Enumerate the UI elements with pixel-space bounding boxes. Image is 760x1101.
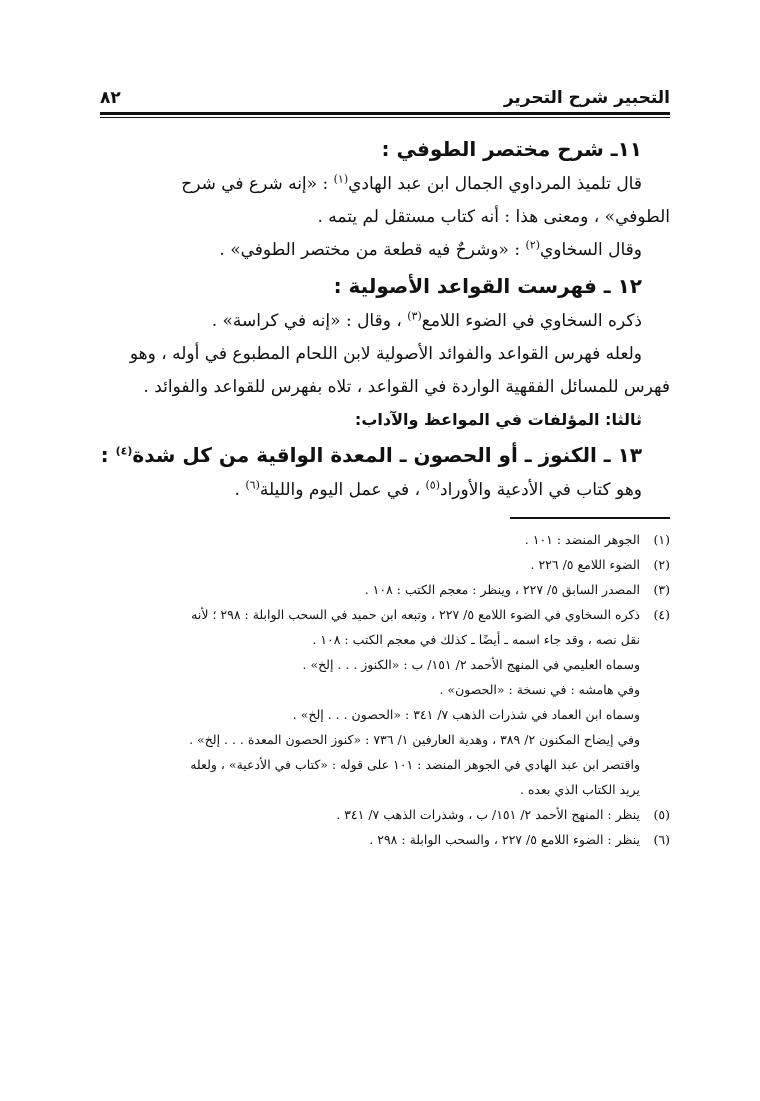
footnote-marker: (٤) [115, 444, 133, 458]
main-text [100, 130, 670, 507]
footnote-4-line-6: وفي إيضاح المكنون ٢/ ٣٨٩ ، وهدية العارفين ١/ ٧٣٦ : «كنوز الحصون المعدة . . . إلخ» . [189, 732, 640, 747]
footnote-4-line-4: وفي هامشه : في نسخة : «الحصون» . [439, 682, 640, 697]
footnote-text: الجوهر المنضد : ١٠١ . [524, 532, 640, 547]
footnote-text: ذكره السخاوي في الضوء اللامع ٥/ ٢٢٧ ، وتبعه ابن حميد في السحب الوابلة : ٢٩٨ ؛ لأنه [191, 607, 640, 622]
header-rule-thick [100, 112, 670, 115]
heading-11: ١١ـ شرح مختصر الطوفي : [381, 137, 642, 161]
paragraph-1 [100, 168, 670, 234]
footnote-number: (٥) [653, 807, 670, 822]
paragraph-2: وقال السخاوي$^{(٢)}$ : «وشرحٌ فيه قطعة من مختصر الطوفي» . [219, 238, 642, 260]
footnote-marker: (٣) [407, 309, 422, 323]
footnote-4-line-8: يريد الكتاب الذي بعده . [519, 782, 640, 797]
header-rule-thin [100, 117, 670, 118]
book-page [100, 80, 670, 852]
footnote-5 [100, 802, 670, 827]
paragraph-1-line-2: الطوفي» ، ومعنى هذا : أنه كتاب مستقل لم يتمه . [317, 207, 670, 227]
footnote-marker: (١) [333, 172, 349, 186]
footnote-4-line-5: وسماه ابن العماد في شذرات الذهب ٧/ ٣٤١ : «الحصون . . . إلخ» . [292, 707, 640, 722]
footnote-marker: (٥) [425, 478, 440, 492]
heading-12: ١٢ ـ فهرست القواعد الأصولية : [333, 274, 642, 298]
paragraph-4 [100, 338, 670, 404]
footnote-text: ينظر : الضوء اللامع ٥/ ٢٢٧ ، والسحب الوابلة : ٢٩٨ . [369, 832, 640, 847]
footnote-marker: (٦) [245, 478, 260, 492]
footnote-number: (٤) [653, 607, 670, 622]
running-title: التحبير شرح التحرير [503, 88, 670, 108]
heading-13: ١٣ ـ الكنوز ـ أو الحصون ـ المعدة الواقية من كل شدة$^{(٤)}$ : [100, 443, 642, 467]
paragraph-4-line-2: فهرس للمسائل الفقهية الواردة في القواعد ، تلاه بفهرس للقواعد والفوائد . [143, 377, 670, 397]
footnote-text: الضوء اللامع ٥/ ٢٢٦ . [530, 557, 640, 572]
paragraph-1-line-1: قال تلميذ المرداوي الجمال ابن عبد الهادي$^{(١)}$ : «إنه شرع في شرح [181, 172, 642, 194]
section-heading-3: ثالثا: المؤلفات في المواعظ والآداب: [354, 410, 642, 429]
footnote-2 [100, 552, 670, 577]
page-number: ٨٢ [100, 88, 121, 108]
paragraph-4-line-1: ولعله فهرس القواعد والفوائد الأصولية لابن اللحام المطبوع في أوله ، وهو [129, 344, 642, 364]
footnote-text: المصدر السابق ٥/ ٢٢٧ ، وينظر : معجم الكتب : ١٠٨ . [364, 582, 640, 597]
footnote-marker: (٢) [525, 238, 540, 252]
footnote-number: (١) [653, 532, 670, 547]
footnote-text: ينظر : المنهج الأحمد ٢/ ١٥١/ ب ، وشذرات الذهب ٧/ ٣٤١ . [336, 807, 640, 822]
footnote-number: (٢) [653, 557, 670, 572]
footnotes [100, 527, 670, 852]
footnote-number: (٦) [653, 832, 670, 847]
footnote-4-line-7: واقتصر ابن عبد الهادي في الجوهر المنضد : ١٠١ على قوله : «كتاب في الأدعية» ، ولعله [190, 757, 640, 772]
paragraph-5: وهو كتاب في الأدعية والأوراد$^{(٥)}$ ، في عمل اليوم والليلة$^{(٦)}$ . [234, 478, 642, 500]
footnote-4-line-3: وسماه العليمي في المنهج الأحمد ٢/ ١٥١/ ب : «الكنوز . . . إلخ» . [302, 657, 640, 672]
footnote-divider [510, 517, 670, 519]
footnote-1 [100, 527, 670, 552]
running-header [100, 80, 670, 108]
footnote-4-line-2: نقل نصه ، وقد جاء اسمه ـ أيضًا ـ كذلك في معجم الكتب : ١٠٨ . [312, 632, 640, 647]
paragraph-3: ذكره السخاوي في الضوء اللامع$^{(٣)}$ ، وقال : «إنه في كراسة» . [211, 309, 642, 331]
footnote-number: (٣) [653, 582, 670, 597]
footnote-4 [100, 602, 670, 627]
footnote-6 [100, 827, 670, 852]
footnote-3 [100, 577, 670, 602]
